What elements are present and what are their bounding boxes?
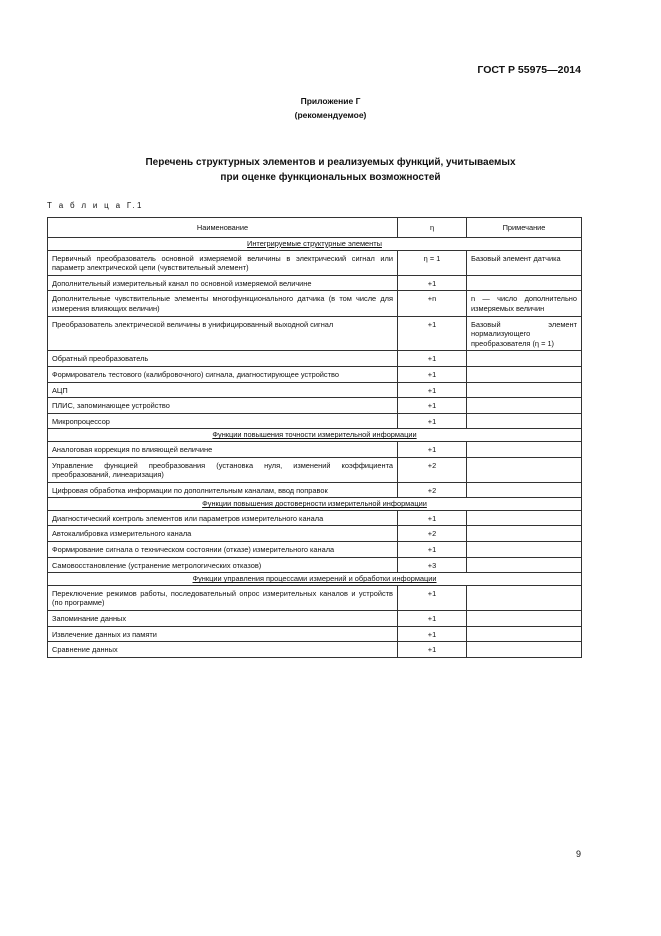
section-title	[48, 238, 582, 251]
cell-eta: +1	[398, 585, 467, 610]
cell-eta: +1	[398, 611, 467, 627]
cell-eta: +3	[398, 557, 467, 573]
table-row	[48, 441, 582, 457]
cell-note	[467, 482, 582, 498]
table-row	[48, 526, 582, 542]
column-header-eta: η	[398, 218, 467, 238]
section-title-text: Функции управления процессами измерений и обработки информации	[192, 574, 437, 584]
cell-note	[467, 457, 582, 482]
cell-name: Формирователь тестового (калибровочного) сигнала, диагностирующее устройство	[48, 366, 398, 382]
table-row	[48, 542, 582, 558]
section-title-text: Интегрируемые структурные элементы	[247, 239, 382, 248]
cell-name: Извлечение данных из памяти	[48, 626, 398, 642]
column-header-note: Примечание	[467, 218, 582, 238]
table-row	[48, 585, 582, 610]
page-number: 9	[576, 849, 582, 859]
table-row	[48, 482, 582, 498]
cell-name: Автокалибровка измерительного канала	[48, 526, 398, 542]
table-row	[48, 275, 582, 291]
section-row	[48, 429, 582, 442]
cell-eta: +1	[398, 413, 467, 429]
section-row	[48, 238, 582, 251]
section-title	[48, 498, 582, 511]
cell-note	[467, 441, 582, 457]
cell-name: Микропроцессор	[48, 413, 398, 429]
cell-note	[467, 611, 582, 627]
cell-eta: +2	[398, 482, 467, 498]
table-row	[48, 316, 582, 351]
cell-name: АЦП	[48, 382, 398, 398]
cell-eta: +1	[398, 366, 467, 382]
table-row	[48, 382, 582, 398]
cell-note	[467, 642, 582, 658]
cell-name: Дополнительный измерительный канал по основной измеряемой величине	[48, 275, 398, 291]
table-row	[48, 457, 582, 482]
cell-eta: +1	[398, 382, 467, 398]
table-row	[48, 366, 582, 382]
cell-note: n — число дополнительно измеряемых величин	[467, 291, 582, 316]
table-row	[48, 611, 582, 627]
cell-eta: +1	[398, 542, 467, 558]
table-row	[48, 351, 582, 367]
cell-name: Запоминание данных	[48, 611, 398, 627]
cell-name: Преобразователь электрической величины в унифицированный выходной сигнал	[48, 316, 398, 351]
cell-name: Дополнительные чувствительные элементы многофункционального датчика (в том числе для измерения влияющих величин)	[48, 291, 398, 316]
cell-note	[467, 626, 582, 642]
cell-note	[467, 510, 582, 526]
document-title	[0, 155, 661, 185]
table-row	[48, 291, 582, 316]
cell-name: Самовосстановление (устранение метрологических отказов)	[48, 557, 398, 573]
table-row	[48, 398, 582, 414]
cell-note	[467, 526, 582, 542]
cell-note	[467, 413, 582, 429]
cell-name: ПЛИС, запоминающее устройство	[48, 398, 398, 414]
cell-note	[467, 382, 582, 398]
cell-name: Первичный преобразователь основной измеряемой величины в электрический сигнал или параметр электрической цепи (чувствительный элемент)	[48, 250, 398, 275]
cell-name: Переключение режимов работы, последовательный опрос измерительных каналов и устройств (по программе)	[48, 585, 398, 610]
table-row	[48, 250, 582, 275]
table-row	[48, 413, 582, 429]
cell-note	[467, 366, 582, 382]
cell-name: Формирование сигнала о техническом состоянии (отказе) измерительного канала	[48, 542, 398, 558]
section-title	[48, 573, 582, 586]
cell-eta: +1	[398, 275, 467, 291]
cell-eta: +1	[398, 642, 467, 658]
cell-name: Цифровая обработка информации по дополнительным каналам, ввод поправок	[48, 482, 398, 498]
table-header-row	[48, 218, 582, 238]
cell-eta: +1	[398, 441, 467, 457]
cell-note	[467, 275, 582, 291]
table-row	[48, 510, 582, 526]
section-row	[48, 498, 582, 511]
cell-note	[467, 585, 582, 610]
column-header-name: Наименование	[48, 218, 398, 238]
cell-note	[467, 398, 582, 414]
appendix-heading	[0, 94, 661, 122]
cell-eta: +1	[398, 351, 467, 367]
cell-eta: +1	[398, 626, 467, 642]
cell-note	[467, 542, 582, 558]
cell-name: Диагностический контроль элементов или параметров измерительного канала	[48, 510, 398, 526]
cell-name: Обратный преобразователь	[48, 351, 398, 367]
table-label: Т а б л и ц а Г.1	[47, 201, 144, 210]
cell-name: Сравнение данных	[48, 642, 398, 658]
document-title-line-1: Перечень структурных элементов и реализуемых функций, учитываемых	[145, 157, 516, 168]
cell-eta: η = 1	[398, 250, 467, 275]
cell-eta: +1	[398, 316, 467, 351]
section-title	[48, 429, 582, 442]
cell-eta: +n	[398, 291, 467, 316]
cell-name: Управление функцией преобразования (установка нуля, изменений коэффициента преобразований, линеаризация)	[48, 457, 398, 482]
functions-table	[47, 217, 582, 658]
appendix-title: Приложение Г	[300, 96, 361, 106]
cell-note: Базовый элемент нормализующего преобразователя (η = 1)	[467, 316, 582, 351]
cell-eta: +2	[398, 457, 467, 482]
section-row	[48, 573, 582, 586]
cell-note: Базовый элемент датчика	[467, 250, 582, 275]
cell-eta: +1	[398, 510, 467, 526]
table-row	[48, 626, 582, 642]
table-body	[48, 238, 582, 658]
cell-note	[467, 351, 582, 367]
section-title-text: Функции повышения точности измерительной информации	[212, 430, 417, 440]
cell-note	[467, 557, 582, 573]
cell-name: Аналоговая коррекция по влияющей величине	[48, 441, 398, 457]
standard-number: ГОСТ Р 55975—2014	[477, 64, 581, 76]
section-title-text: Функции повышения достоверности измерительной информации	[202, 499, 427, 509]
appendix-status: (рекомендуемое)	[294, 110, 367, 120]
document-title-line-2: при оценке функциональных возможностей	[220, 172, 441, 183]
cell-eta: +1	[398, 398, 467, 414]
cell-eta: +2	[398, 526, 467, 542]
table-row	[48, 557, 582, 573]
table-row	[48, 642, 582, 658]
